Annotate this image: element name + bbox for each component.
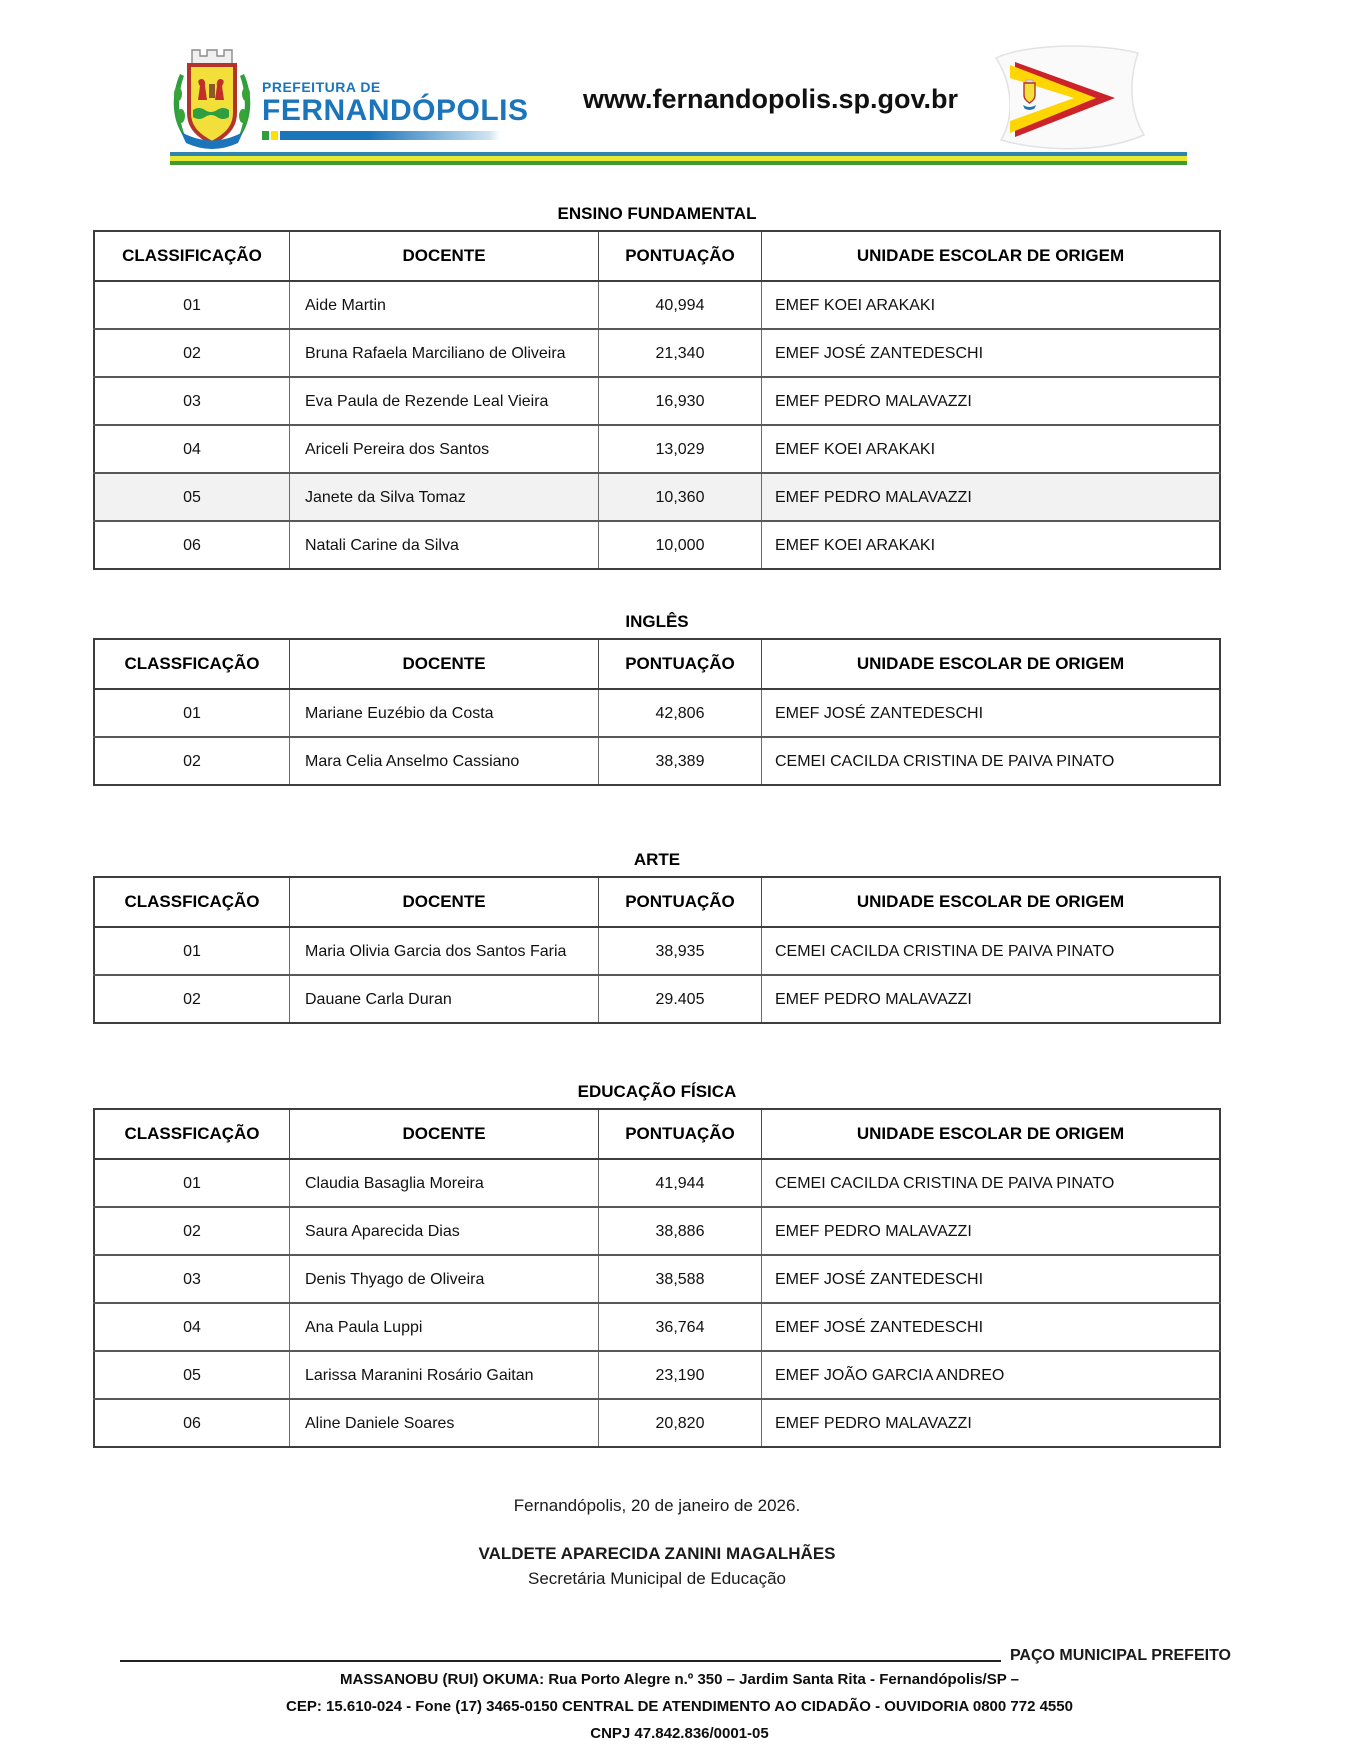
table-cell: Ariceli Pereira dos Santos: [290, 425, 599, 473]
table-cell: 42,806: [599, 689, 762, 737]
column-header: PONTUAÇÃO: [599, 231, 762, 281]
section-title: ARTE: [633, 850, 681, 869]
tables-region: [93, 204, 1221, 1448]
table-cell: EMEF PEDRO MALAVAZZI: [762, 975, 1221, 1023]
header-stripe-divider: [170, 152, 1187, 165]
table-cell: 38,588: [599, 1255, 762, 1303]
table-cell: 41,944: [599, 1159, 762, 1207]
table-cell: CEMEI CACILDA CRISTINA DE PAIVA PINATO: [762, 1159, 1221, 1207]
signatory-name: VALDETE APARECIDA ZANINI MAGALHÃES: [478, 1544, 836, 1563]
column-header: CLASSFICAÇÃO: [94, 639, 290, 689]
signature-row: [120, 1647, 1231, 1665]
table-cell: EMEF KOEI ARAKAKI: [762, 521, 1221, 569]
table-row: [94, 737, 1220, 785]
table-row: [94, 1159, 1220, 1207]
table-row: [94, 689, 1220, 737]
table-cell: EMEF PEDRO MALAVAZZI: [762, 473, 1221, 521]
table-cell: 01: [94, 927, 290, 975]
section-title: INGLÊS: [625, 612, 689, 631]
table-cell: Dauane Carla Duran: [290, 975, 599, 1023]
section-title: EDUCAÇÃO FÍSICA: [577, 1082, 737, 1101]
table-cell: 01: [94, 281, 290, 329]
table-cell: EMEF JOSÉ ZANTEDESCHI: [762, 689, 1221, 737]
table-cell: 05: [94, 473, 290, 521]
table-cell: Larissa Maranini Rosário Gaitan: [290, 1351, 599, 1399]
table-cell: Saura Aparecida Dias: [290, 1207, 599, 1255]
table-cell: CEMEI CACILDA CRISTINA DE PAIVA PINATO: [762, 737, 1221, 785]
column-header: PONTUAÇÃO: [599, 639, 762, 689]
table-cell: Ana Paula Luppi: [290, 1303, 599, 1351]
column-header: PONTUAÇÃO: [599, 1109, 762, 1159]
table-cell: Mariane Euzébio da Costa: [290, 689, 599, 737]
table-cell: 05: [94, 1351, 290, 1399]
table-cell: 02: [94, 329, 290, 377]
closing-block: [93, 1496, 1221, 1589]
document-header: [0, 0, 1359, 166]
table-cell: 06: [94, 1399, 290, 1447]
table-cell: CEMEI CACILDA CRISTINA DE PAIVA PINATO: [762, 927, 1221, 975]
table-row: [94, 425, 1220, 473]
wordmark-line2: FERNANDÓPOLIS: [262, 94, 529, 127]
table-cell: 16,930: [599, 377, 762, 425]
table-row: [94, 1303, 1220, 1351]
table-cell: EMEF JOSÉ ZANTEDESCHI: [762, 1255, 1221, 1303]
column-header: DOCENTE: [290, 877, 599, 927]
table-cell: 40,994: [599, 281, 762, 329]
table-cell: Eva Paula de Rezende Leal Vieira: [290, 377, 599, 425]
column-header: CLASSFICAÇÃO: [94, 1109, 290, 1159]
table-cell: Mara Celia Anselmo Cassiano: [290, 737, 599, 785]
table-cell: Aide Martin: [290, 281, 599, 329]
classification-table: [93, 876, 1221, 1024]
table-row: [94, 281, 1220, 329]
city-coat-of-arms-icon: [166, 44, 258, 163]
footer-address-line: CEP: 15.610-024 - Fone (17) 3465-0150 CENTRAL DE ATENDIMENTO AO CIDADÃO - OUVIDORIA 0800 772 4550: [286, 1698, 1073, 1715]
table-row: [94, 521, 1220, 569]
table-header-row: [94, 639, 1220, 689]
table-header-row: [94, 231, 1220, 281]
section-title: ENSINO FUNDAMENTAL: [557, 204, 757, 223]
table-cell: Maria Olivia Garcia dos Santos Faria: [290, 927, 599, 975]
table-cell: Janete da Silva Tomaz: [290, 473, 599, 521]
table-cell: 10,000: [599, 521, 762, 569]
table-cell: 02: [94, 975, 290, 1023]
signature-line: [120, 1660, 1001, 1662]
table-cell: EMEF JOSÉ ZANTEDESCHI: [762, 1303, 1221, 1351]
table-row: [94, 377, 1220, 425]
table-cell: Aline Daniele Soares: [290, 1399, 599, 1447]
column-header: DOCENTE: [290, 231, 599, 281]
table-cell: 03: [94, 1255, 290, 1303]
table-cell: 04: [94, 425, 290, 473]
table-cell: Natali Carine da Silva: [290, 521, 599, 569]
table-cell: EMEF JOSÉ ZANTEDESCHI: [762, 329, 1221, 377]
table-cell: Claudia Basaglia Moreira: [290, 1159, 599, 1207]
table-row: [94, 329, 1220, 377]
table-cell: 23,190: [599, 1351, 762, 1399]
table-cell: 04: [94, 1303, 290, 1351]
signatory-role: Secretária Municipal de Educação: [528, 1569, 786, 1588]
city-flag-icon: [982, 36, 1154, 163]
column-header: UNIDADE ESCOLAR DE ORIGEM: [762, 877, 1221, 927]
column-header: UNIDADE ESCOLAR DE ORIGEM: [762, 639, 1221, 689]
classification-table: [93, 638, 1221, 786]
column-header: DOCENTE: [290, 639, 599, 689]
classification-section: [93, 850, 1221, 1024]
table-row: [94, 1351, 1220, 1399]
table-cell: 02: [94, 737, 290, 785]
table-row: [94, 927, 1220, 975]
table-cell: EMEF PEDRO MALAVAZZI: [762, 1207, 1221, 1255]
table-cell: 21,340: [599, 329, 762, 377]
document-footer: [0, 1647, 1359, 1746]
column-header: CLASSIFICAÇÃO: [94, 231, 290, 281]
table-row: [94, 1255, 1220, 1303]
column-header: CLASSFICAÇÃO: [94, 877, 290, 927]
table-header-row: [94, 877, 1220, 927]
table-cell: 13,029: [599, 425, 762, 473]
table-cell: 10,360: [599, 473, 762, 521]
table-header-row: [94, 1109, 1220, 1159]
column-header: DOCENTE: [290, 1109, 599, 1159]
dateline: Fernandópolis, 20 de janeiro de 2026.: [513, 1496, 801, 1515]
table-cell: 29.405: [599, 975, 762, 1023]
table-cell: 36,764: [599, 1303, 762, 1351]
footer-address-line: CNPJ 47.842.836/0001-05: [590, 1725, 769, 1742]
table-cell: EMEF KOEI ARAKAKI: [762, 281, 1221, 329]
website-url: www.fernandopolis.sp.gov.br: [583, 84, 959, 114]
signature-line-label: PAÇO MUNICIPAL PREFEITO: [1009, 1647, 1231, 1664]
wordmark-line1: PREFEITURA DE: [262, 79, 381, 95]
footer-address-line: MASSANOBU (RUI) OKUMA: Rua Porto Alegre n.º 350 – Jardim Santa Rita - Fernandópolis/SP –: [340, 1671, 1019, 1688]
classification-table: [93, 230, 1221, 570]
table-cell: EMEF KOEI ARAKAKI: [762, 425, 1221, 473]
table-cell: EMEF JOÃO GARCIA ANDREO: [762, 1351, 1221, 1399]
table-row: [94, 975, 1220, 1023]
table-cell: 38,886: [599, 1207, 762, 1255]
classification-section: [93, 204, 1221, 570]
classification-table: [93, 1108, 1221, 1448]
table-cell: Denis Thyago de Oliveira: [290, 1255, 599, 1303]
table-cell: Bruna Rafaela Marciliano de Oliveira: [290, 329, 599, 377]
classification-section: [93, 1082, 1221, 1448]
table-row: [94, 473, 1220, 521]
table-cell: EMEF PEDRO MALAVAZZI: [762, 377, 1221, 425]
table-cell: 02: [94, 1207, 290, 1255]
wordmark-bar: [262, 131, 500, 140]
column-header: UNIDADE ESCOLAR DE ORIGEM: [762, 1109, 1221, 1159]
table-cell: 01: [94, 1159, 290, 1207]
column-header: PONTUAÇÃO: [599, 877, 762, 927]
classification-section: [93, 612, 1221, 786]
table-cell: 01: [94, 689, 290, 737]
table-cell: 38,935: [599, 927, 762, 975]
table-cell: 38,389: [599, 737, 762, 785]
column-header: UNIDADE ESCOLAR DE ORIGEM: [762, 231, 1221, 281]
table-cell: EMEF PEDRO MALAVAZZI: [762, 1399, 1221, 1447]
table-cell: 06: [94, 521, 290, 569]
city-wordmark: [262, 80, 529, 140]
table-cell: 20,820: [599, 1399, 762, 1447]
table-row: [94, 1207, 1220, 1255]
table-row: [94, 1399, 1220, 1447]
table-cell: 03: [94, 377, 290, 425]
